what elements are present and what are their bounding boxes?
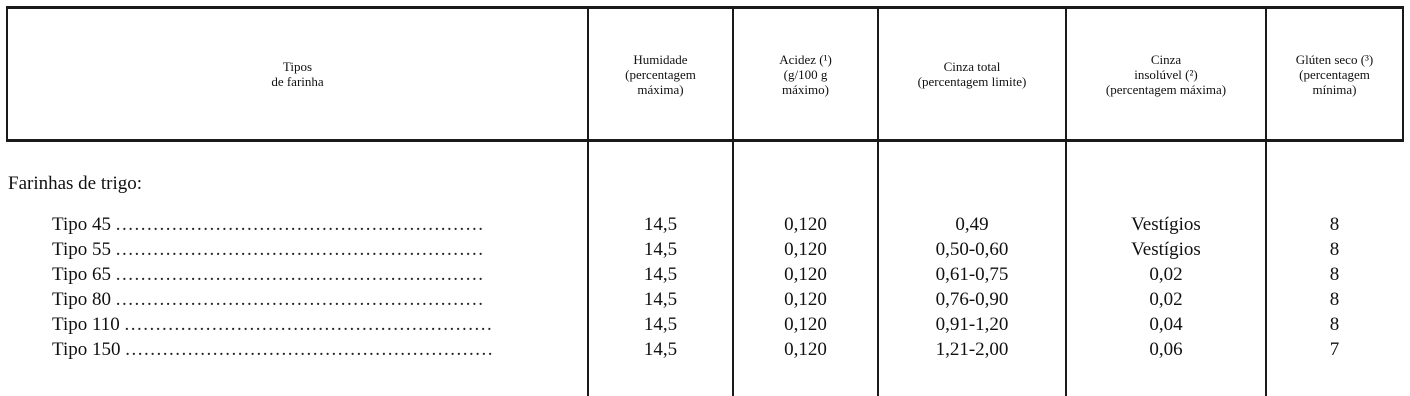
gluten-value: 8 [1329, 239, 1340, 260]
humidade-value: 14,5 [643, 264, 678, 285]
tipo-label: Tipo 55 [52, 239, 111, 260]
humidade-value: 14,5 [643, 239, 678, 260]
dot-leader: ........................................................... [115, 264, 485, 285]
gluten-value: 7 [1329, 339, 1340, 360]
dot-leader: ........................................................... [115, 289, 485, 310]
header-cinza-insoluvel [1067, 9, 1265, 139]
dot-leader: ........................................................... [115, 214, 485, 235]
header-label: Cinza total (percentagem limite) [917, 59, 1027, 89]
tipo-label: Tipo 65 [52, 264, 111, 285]
acidez-value: 0,120 [784, 289, 827, 310]
cinza-insoluvel-value: 0,02 [1149, 289, 1183, 310]
header-humidade [589, 9, 732, 139]
gluten-value: 8 [1329, 264, 1340, 285]
cinza-total-value: 0,49 [955, 214, 989, 235]
header-tipos-de-farinha [8, 9, 587, 139]
cinza-total-value: 1,21-2,00 [935, 339, 1009, 360]
group-label: Farinhas de trigo: [8, 173, 143, 194]
cinza-total-value: 0,50-0,60 [935, 239, 1009, 260]
humidade-value: 14,5 [643, 289, 678, 310]
row-name-cell [52, 213, 582, 237]
cinza-insoluvel-value: 0,02 [1149, 264, 1183, 285]
humidade-value: 14,5 [643, 214, 678, 235]
cinza-total-value: 0,61-0,75 [935, 264, 1009, 285]
table-row [0, 238, 1410, 262]
cinza-insoluvel-value: 0,06 [1149, 339, 1183, 360]
table-right-border [1402, 6, 1404, 142]
header-label: Tipos de farinha [271, 59, 324, 89]
header-cinza-total [879, 9, 1065, 139]
header-bottom-rule [6, 139, 1404, 142]
header-label: Humidade (percentagem máxima) [625, 51, 696, 97]
dot-leader: ........................................................... [124, 314, 494, 335]
gluten-value: 8 [1329, 314, 1340, 335]
header-gluten-seco [1267, 9, 1402, 139]
header-acidez [734, 9, 877, 139]
cinza-insoluvel-value: Vestígios [1131, 239, 1201, 260]
acidez-value: 0,120 [784, 214, 827, 235]
acidez-value: 0,120 [784, 339, 827, 360]
humidade-value: 14,5 [643, 339, 678, 360]
table-row [0, 263, 1410, 287]
tipo-label: Tipo 110 [52, 314, 120, 335]
cinza-total-value: 0,91-1,20 [935, 314, 1009, 335]
tipo-label: Tipo 45 [52, 214, 111, 235]
cinza-total-value: 0,76-0,90 [935, 289, 1009, 310]
table-row [0, 288, 1410, 312]
gluten-value: 8 [1329, 289, 1340, 310]
table-row [0, 338, 1410, 362]
header-label: Acidez (¹) (g/100 g máximo) [779, 51, 832, 97]
header-label: Cinza insolúvel (²) (percentagem máxima) [1105, 51, 1227, 97]
acidez-value: 0,120 [784, 264, 827, 285]
table-row [0, 313, 1410, 337]
header-label: Glúten seco (³) (percentagem mínima) [1295, 51, 1374, 97]
dot-leader: ........................................................... [125, 339, 494, 360]
row-name-cell [52, 288, 582, 312]
row-name-cell [52, 238, 582, 262]
tipo-label: Tipo 80 [52, 289, 111, 310]
humidade-value: 14,5 [643, 314, 678, 335]
dot-leader: ........................................................... [115, 239, 485, 260]
cinza-insoluvel-value: Vestígios [1131, 214, 1201, 235]
table-row [0, 213, 1410, 237]
row-name-cell [52, 313, 582, 337]
acidez-value: 0,120 [784, 239, 827, 260]
gluten-value: 8 [1329, 214, 1340, 235]
cinza-insoluvel-value: 0,04 [1149, 314, 1183, 335]
tipo-label: Tipo 150 [52, 339, 121, 360]
row-name-cell [52, 263, 582, 287]
row-name-cell [52, 338, 582, 362]
acidez-value: 0,120 [784, 314, 827, 335]
